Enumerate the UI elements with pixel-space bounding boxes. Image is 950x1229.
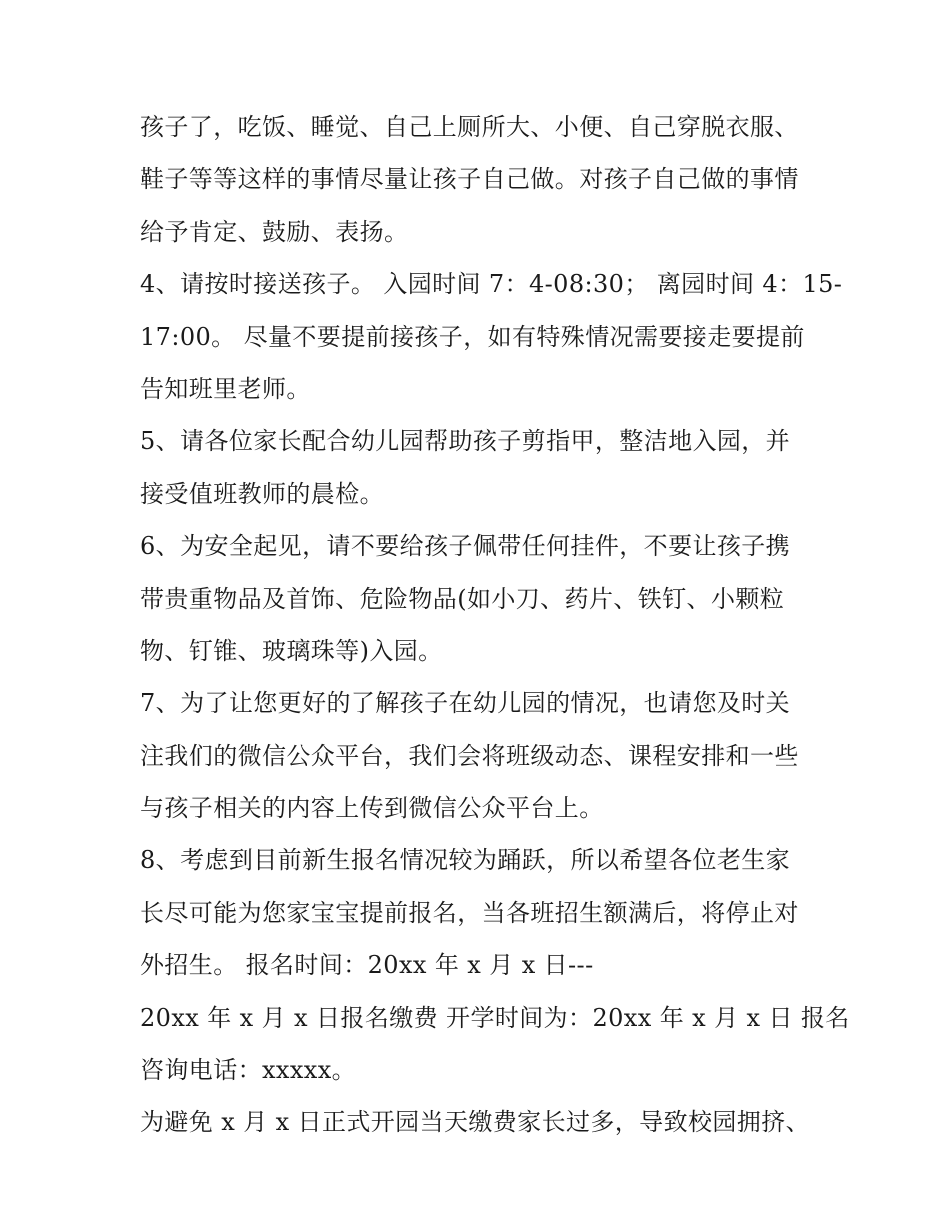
text-line: 17:00。 尽量不要提前接孩子，如有特殊情况需要接走要提前 bbox=[140, 322, 805, 351]
text-line: 咨询电话：xxxxx。 bbox=[140, 1056, 357, 1085]
text-line: 注我们的微信公众平台，我们会将班级动态、课程安排和一些 bbox=[140, 741, 799, 770]
text-line: 给予肯定、鼓励、表扬。 bbox=[140, 217, 409, 246]
text-line: 物、钉锥、玻璃珠等)入园。 bbox=[140, 636, 443, 665]
body-text bbox=[140, 101, 850, 1149]
text-line: 与孩子相关的内容上传到微信公众平台上。 bbox=[140, 794, 604, 823]
text-line: 带贵重物品及首饰、危险物品(如小刀、药片、铁钉、小颗粒 bbox=[140, 584, 785, 613]
text-line: 8、考虑到目前新生报名情况较为踊跃，所以希望各位老生家 bbox=[140, 846, 791, 875]
text-line: 为避免 x 月 x 日正式开园当天缴费家长过多，导致校园拥挤、 bbox=[140, 1108, 810, 1137]
text-line: 外招生。 报名时间：20xx 年 x 月 x 日--- bbox=[140, 951, 594, 980]
text-line: 20xx 年 x 月 x 日报名缴费 开学时间为：20xx 年 x 月 x 日 报名 bbox=[140, 1003, 850, 1032]
text-line: 7、为了让您更好的了解孩子在幼儿园的情况，也请您及时关 bbox=[140, 689, 791, 718]
text-line: 长尽可能为您家宝宝提前报名，当各班招生额满后，将停止对 bbox=[140, 898, 799, 927]
text-line: 5、请各位家长配合幼儿园帮助孩子剪指甲，整洁地入园，并 bbox=[140, 427, 791, 456]
text-line: 告知班里老师。 bbox=[140, 374, 311, 403]
text-line: 接受值班教师的晨检。 bbox=[140, 479, 384, 508]
text-line: 6、为安全起见，请不要给孩子佩带任何挂件，不要让孩子携 bbox=[140, 532, 791, 561]
text-line: 4、请按时接送孩子。 入园时间 7：4-08:30； 离园时间 4：15- bbox=[140, 270, 843, 299]
text-line: 孩子了，吃饭、睡觉、自己上厕所大、小便、自己穿脱衣服、 bbox=[140, 113, 799, 141]
text-line: 鞋子等等这样的事情尽量让孩子自己做。对孩子自己做的事情 bbox=[140, 165, 799, 194]
